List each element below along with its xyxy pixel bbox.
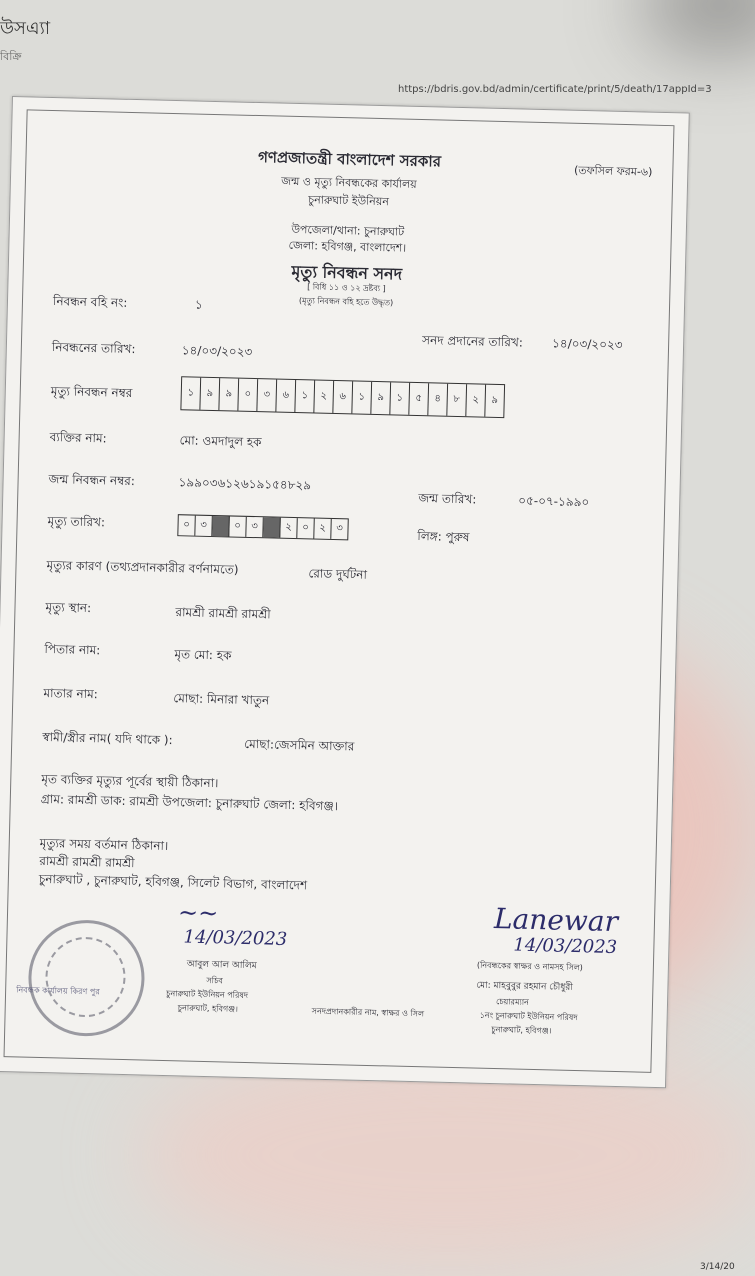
- reg-no-digit: ২: [314, 380, 334, 412]
- certificate-title: মৃত্যু নিবন্ধন সনদ: [291, 261, 403, 284]
- secretary-name: আবুল আল আলিম: [186, 959, 257, 972]
- print-url: https://bdris.gov.bd/admin/certificate/print/5/death/17appId=3: [398, 84, 712, 95]
- dod-digit: ২: [280, 518, 297, 538]
- dod-digit: ৩: [246, 517, 263, 537]
- dod-digit: ০: [229, 516, 246, 536]
- reg-date-value: ১৪/০৩/২০২৩: [181, 343, 253, 359]
- cause-value: রোড দুর্ঘটনা: [308, 566, 368, 582]
- reg-no-digit: ৬: [333, 381, 353, 413]
- perm-addr-label: মৃত ব্যক্তির মৃত্যুর পূর্বের স্থায়ী ঠিকানা।: [41, 771, 219, 791]
- dod-grid: [177, 514, 348, 540]
- father-value: মৃত মো: হক: [174, 647, 232, 663]
- secretary-sign-date: 14/03/2023: [183, 926, 288, 950]
- reg-date-label: নিবন্ধনের তারিখ:: [51, 340, 136, 357]
- place-value: রামশ্রী রামশ্রী রামশ্রী: [175, 605, 271, 622]
- spouse-label: স্বামী/স্ত্রীর নাম( যদি থাকে ):: [42, 729, 173, 748]
- mother-label: মাতার নাম:: [43, 685, 98, 702]
- curr-addr-label: মৃত্যুর সময় বর্তমান ঠিকানা।: [39, 835, 169, 854]
- certificate-page: [0, 96, 690, 1088]
- dark-corner: [640, 0, 755, 50]
- spouse-value: মোছা:জেসমিন আক্তার: [244, 736, 355, 754]
- name-value: মো: ওমদাদুল হক: [179, 433, 262, 450]
- rule-note: [ বিধি ১১ ও ১২ দ্রষ্টব্য ]: [307, 282, 386, 294]
- reg-no-grid: [180, 376, 505, 418]
- dod-digit: ০: [178, 515, 195, 535]
- issuer-label: সনদপ্রদানকারীর নাম, স্বাক্ষর ও সিল: [311, 1006, 425, 1019]
- upazila-line: উপজেলা/থানা: চুনারুঘাট: [291, 222, 405, 239]
- browser-sub-text: বিক্রি: [0, 50, 22, 63]
- registrar-sign-date: 14/03/2023: [513, 934, 618, 959]
- mother-value: মোছা: মিনারা খাতুন: [173, 691, 270, 708]
- secretary-signature: ~~: [177, 898, 219, 928]
- dod-separator: [212, 516, 229, 536]
- cause-label: মৃত্যুর কারণ (তথ্যপ্রদানকারীর বর্ণনামতে): [46, 557, 239, 577]
- secretary-office: চুনারুঘাট ইউনিয়ন পরিষদ: [166, 989, 249, 1001]
- perm-addr-value: গ্রাম: রামশ্রী ডাক: রামশ্রী উপজেলা: চুনারুঘাট জেলা: হবিগঞ্জ।: [40, 791, 339, 814]
- issue-date-value: ১৪/০৩/২০২৩: [551, 336, 623, 352]
- reg-no-digit: ৯: [491, 394, 499, 406]
- seal-text: নিবন্ধক কার্যালয় কিরণ পুর: [16, 985, 100, 997]
- reg-no-digit: ১: [352, 381, 372, 413]
- reg-no-digit: ৮: [447, 384, 467, 416]
- registrar-office: ১নং চুনারুঘাট ইউনিয়ন পরিষদ: [479, 1010, 578, 1023]
- curr-addr-line2: চুনারুঘাট , চুনারুঘাট, হবিগঞ্জ, সিলেট বিভাগ, বাংলাদেশ: [38, 871, 308, 893]
- birth-reg-label: জন্ম নিবন্ধন নম্বর:: [48, 472, 136, 489]
- official-seal: [27, 919, 146, 1038]
- union-name: চুনারুঘাট ইউনিয়ন: [308, 193, 390, 209]
- dod-digit: ২: [314, 519, 331, 539]
- district-line: জেলা: হবিগঞ্জ, বাংলাদেশ।: [288, 238, 407, 255]
- registrar-signature: Lanewar: [493, 902, 619, 939]
- reg-no-digit: ৯: [371, 382, 391, 414]
- dob-label: জন্ম তারিখ:: [418, 491, 477, 507]
- reg-no-digit: ৪: [428, 383, 448, 415]
- registrar-sig-label: (নিবন্ধকের স্বাক্ষর ও নামসহ সিল): [476, 960, 583, 973]
- curr-addr-line1: রামশ্রী রামশ্রী রামশ্রী: [39, 853, 135, 871]
- footer-corner: 3/14/20: [700, 1262, 735, 1272]
- govt-title: গণপ্রজাতন্ত্রী বাংলাদেশ সরকার: [257, 148, 442, 171]
- dob-value: ০৫-০৭-১৯৯০: [518, 493, 590, 510]
- reg-no-digit: ৫: [409, 383, 429, 415]
- browser-header-text: উসএ্যা: [0, 18, 51, 39]
- reg-no-label: মৃত্যু নিবন্ধন নম্বর: [50, 384, 133, 401]
- reg-no-digit: ৩: [257, 379, 277, 411]
- reg-no-digit: ৯: [219, 378, 239, 410]
- book-label: নিবন্ধন বহি নং:: [52, 294, 128, 310]
- name-label: ব্যক্তির নাম:: [49, 430, 107, 446]
- form-number: (তফসিল ফরম-৬): [573, 163, 653, 179]
- dod-label: মৃত্যু তারিখ:: [47, 513, 106, 530]
- reg-no-digit: ০: [238, 379, 258, 411]
- reg-no-digit: ২: [466, 384, 486, 416]
- registrar-name: মো: মাহবুবুর রহমান চৌধুরী: [476, 980, 573, 993]
- secretary-place: চুনারুঘাট, হবিগঞ্জ।: [177, 1003, 239, 1014]
- dod-digit: ৩: [336, 522, 343, 534]
- dod-digit: ৩: [195, 516, 212, 536]
- secretary-title: সচিব: [206, 976, 223, 986]
- father-label: পিতার নাম:: [44, 641, 101, 658]
- registrar-place: চুনারুঘাট, হবিগঞ্জ।: [491, 1024, 552, 1036]
- reg-no-digit: ১: [181, 377, 201, 409]
- dod-digit: ০: [297, 518, 314, 538]
- reg-no-digit: ১: [390, 382, 410, 414]
- issue-date-label: সনদ প্রদানের তারিখ:: [421, 333, 524, 350]
- office-name: জন্ম ও মৃত্যু নিবন্ধকের কার্যালয়: [281, 174, 417, 191]
- birth-reg-value: ১৯৯০৩৬১২৬১৯১৫৪৮২৯: [178, 475, 312, 493]
- reg-no-digit: ৯: [200, 378, 220, 410]
- reg-no-digit: ১: [295, 380, 315, 412]
- registrar-title: চেয়ারম্যান: [495, 997, 529, 1007]
- reg-no-digit: ৬: [276, 380, 296, 412]
- dod-separator: [263, 517, 280, 537]
- place-label: মৃত্যু স্থান:: [45, 599, 92, 616]
- certificate-frame: [4, 109, 675, 1073]
- sex-label: লিঙ্গ: পুরুষ: [417, 529, 470, 545]
- book-value: ১: [194, 297, 203, 312]
- extract-note: (মৃত্যু নিবন্ধন বহি হতে উদ্ধৃত): [298, 296, 394, 308]
